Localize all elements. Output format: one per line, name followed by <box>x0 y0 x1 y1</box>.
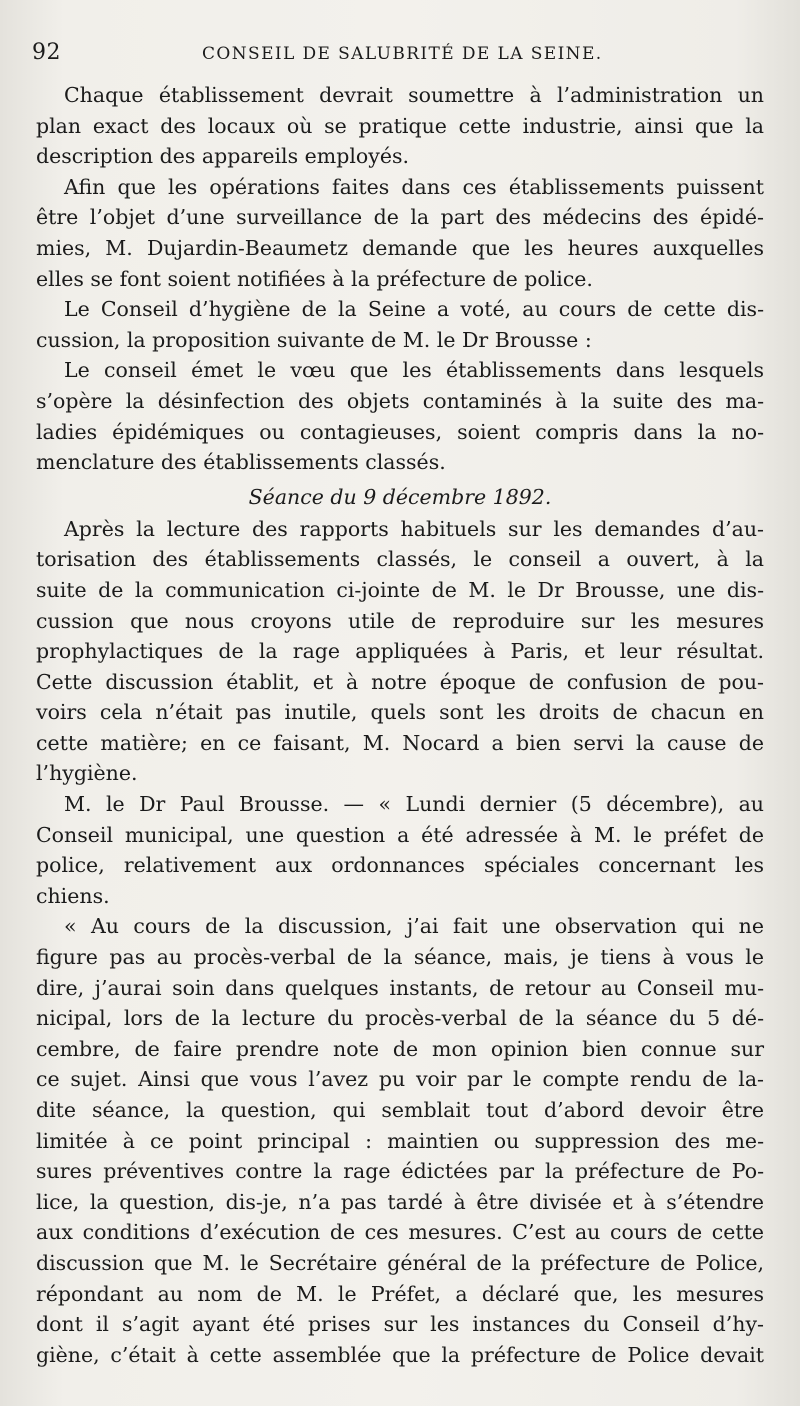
text-line: Chaque établissement devrait soumettre à l’administration un <box>64 83 764 107</box>
text-line: dont il s’agit ayant été prises sur les instances du Conseil d’hy- <box>36 1312 764 1337</box>
text-line: giène, c’était à cette assemblée que la préfecture de Police devait <box>36 1342 764 1367</box>
text-line: s’opère la désinfection des objets contaminés à la suite des ma- <box>36 388 764 413</box>
text-line: dite séance, la question, qui semblait tout d’abord devoir être <box>36 1098 764 1122</box>
text-line: Après la lecture des rapports habituels sur les demandes d’au- <box>64 516 764 541</box>
text-line: cembre, de faire prendre note de mon opinion bien connue sur <box>36 1036 764 1061</box>
text-line: mies, M. Dujardin-Beaumetz demande que les heures auxquelles <box>36 235 764 260</box>
text-line: sures préventives contre la rage édictées par la préfecture de Po- <box>36 1159 764 1184</box>
text-line: « Au cours de la discussion, j’ai fait une observation qui ne <box>64 914 764 939</box>
text-line: prophylactiques de la rage appliquées à Paris, et leur résultat. <box>36 639 764 664</box>
text-line: nicipal, lors de la lecture du procès-verbal de la séance du 5 dé- <box>36 1006 764 1031</box>
text-line: suite de la communication ci-jointe de M. le Dr Brousse, une dis- <box>36 577 764 602</box>
text-line: chiens. <box>36 883 110 908</box>
running-title: CONSEIL DE SALUBRITÉ DE LA SEINE. <box>202 44 603 64</box>
text-line: dire, j’aurai soin dans quelques instants, de retour au Conseil mu- <box>36 975 764 1000</box>
text-line: cussion que nous croyons utile de reproduire sur les mesures <box>36 608 764 633</box>
text-line: ce sujet. Ainsi que vous l’avez pu voir par le compte rendu de la- <box>36 1067 764 1092</box>
text-line: voirs cela n’était pas inutile, quels sont les droits de chacun en <box>36 700 764 725</box>
text-line: police, relativement aux ordonnances spéciales concernant les <box>36 853 764 878</box>
text-line: Conseil municipal, une question a été adressée à M. le préfet de <box>36 822 764 847</box>
page-header <box>30 40 770 74</box>
page-number: 92 <box>32 40 61 65</box>
text-line: plan exact des locaux où se pratique cette industrie, ainsi que la <box>36 113 764 138</box>
text-line: lice, la question, dis-je, n’a pas tardé à être divisée et à s’étendre <box>36 1189 764 1214</box>
text-line: ladies épidémiques ou contagieuses, soient compris dans la no- <box>36 419 764 444</box>
session-heading: Séance du 9 décembre 1892. <box>248 484 552 509</box>
text-line: Le conseil émet le vœu que les établissements dans lesquels <box>64 358 764 383</box>
text-line: cussion, la proposition suivante de M. le Dr Brousse : <box>36 327 592 352</box>
body-text <box>36 80 764 1370</box>
text-line: menclature des établissements classés. <box>36 450 446 475</box>
text-line: figure pas au procès-verbal de la séance, mais, je tiens à vous le <box>36 945 764 970</box>
text-line: répondant au nom de M. le Préfet, a déclaré que, les mesures <box>36 1281 764 1306</box>
text-line: cette matière; en ce faisant, M. Nocard a bien servi la cause de <box>36 730 764 755</box>
text-line: M. le Dr Paul Brousse. — « Lundi dernier (5 décembre), au <box>64 792 764 817</box>
text-line: description des appareils employés. <box>36 144 409 169</box>
text-line: Cette discussion établit, et à notre époque de confusion de pou- <box>36 669 764 694</box>
text-line: elles se font soient notifiées à la préfecture de police. <box>36 266 593 291</box>
text-line: limitée à ce point principal : maintien ou suppression des me- <box>36 1128 764 1153</box>
text-line: Le Conseil d’hygiène de la Seine a voté, au cours de cette dis- <box>64 297 764 322</box>
text-line: être l’objet d’une surveillance de la part des médecins des épidé- <box>36 205 764 230</box>
text-line: aux conditions d’exécution de ces mesures. C’est au cours de cette <box>36 1220 764 1245</box>
text-line: torisation des établissements classés, le conseil a ouvert, à la <box>36 547 764 572</box>
text-line: Afin que les opérations faites dans ces établissements puissent <box>64 174 764 199</box>
text-line: discussion que M. le Secrétaire général de la préfecture de Police, <box>36 1250 764 1275</box>
text-line: l’hygiène. <box>36 761 138 786</box>
